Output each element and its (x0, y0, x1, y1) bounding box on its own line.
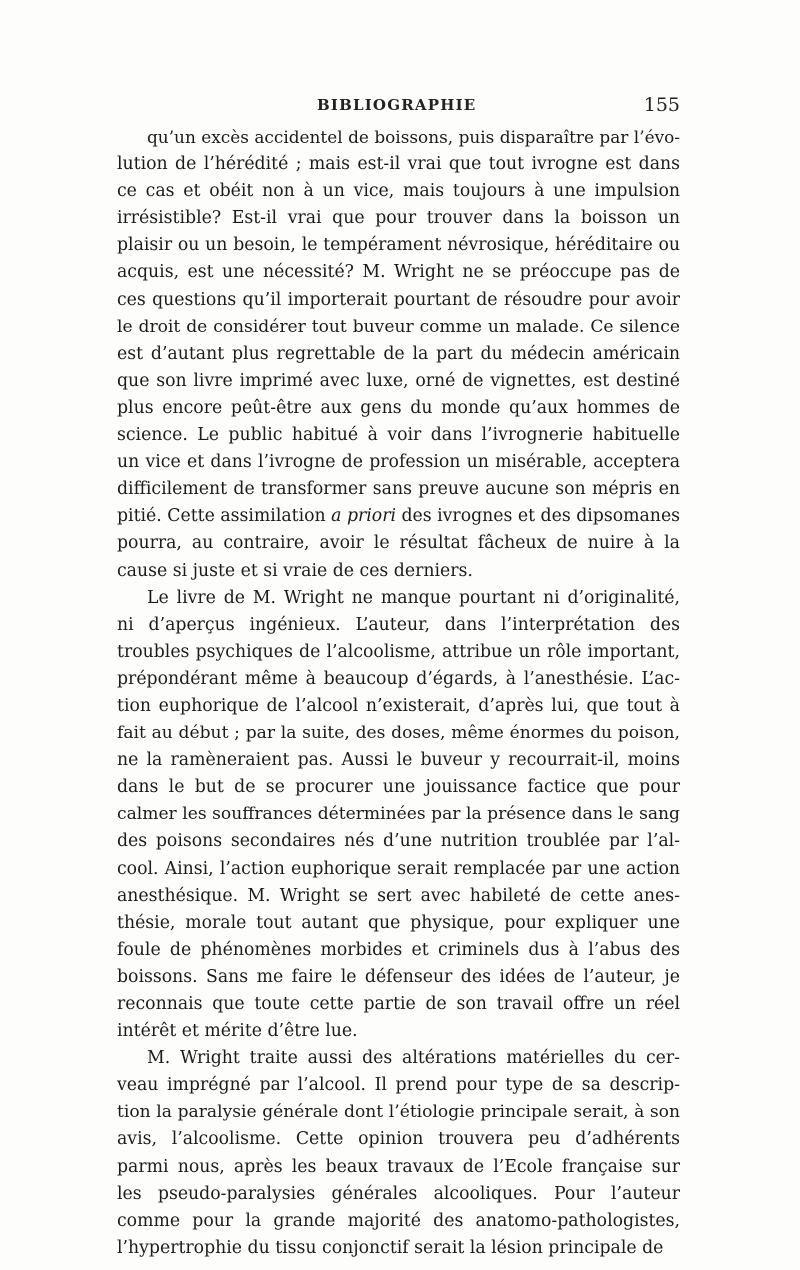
text-line: ces questions qu’il importerait pourtant de résoudre pour avoir (117, 289, 680, 310)
text-line: boissons. Sans me faire le défenseur des idées de l’auteur, je (117, 966, 680, 987)
paragraph (117, 1045, 680, 1262)
text-line: difficilement de transformer sans preuve aucune son mépris en (117, 479, 680, 500)
text-line: cool. Ainsi, l’action euphorique serait remplacée par une action (117, 858, 680, 879)
text-line: intérêt et mérite d’être lue. (117, 1021, 358, 1042)
text-line: cause si juste et si vraie de ces derniers. (117, 560, 473, 581)
text-line: les pseudo-paralysies générales alcooliques. Pour l’auteur (117, 1183, 680, 1204)
text-line: irrésistible? Est-il vrai que pour trouver dans la boisson un (117, 208, 680, 229)
text-line: foule de phénomènes morbides et criminels dus à l’abus des (117, 939, 680, 960)
text-line: acquis, est une nécessité? M. Wright ne se préoccupe pas de (117, 262, 680, 283)
text-line: l’hypertrophie du tissu conjonctif serait la lésion principale de (117, 1237, 664, 1258)
text-line: lution de l’hérédité ; mais est-il vrai que tout ivrogne est dans (117, 154, 680, 175)
text-line: reconnais que toute cette partie de son travail offre un réel (117, 994, 680, 1014)
text-line: troubles psychiques de l’alcoolisme, attribue un rôle important, (117, 641, 680, 662)
text-line: qu’un excès accidentel de boissons, puis disparaître par l’évo- (147, 127, 680, 147)
text-line: plaisir ou un besoin, le tempérament névrosique, héréditaire ou (117, 235, 680, 256)
text-line: tion euphorique de l’alcool n’existerait, d’après lui, que tout à (117, 695, 680, 716)
text-line: science. Le public habitué à voir dans l’ivrognerie habituelle (117, 425, 680, 446)
page-number: 155 (643, 94, 680, 116)
text-line: comme pour la grande majorité des anatomo-pathologistes, (117, 1210, 680, 1231)
running-head: BIBLIOGRAPHIE (317, 96, 477, 114)
text-line: prépondérant même à beaucoup d’égards, à l’anesthésie. L’ac- (117, 668, 680, 689)
text-line: un vice et dans l’ivrogne de profession un misérable, acceptera (117, 452, 680, 473)
text-line: le droit de considérer tout buveur comme un malade. Ce silence (117, 316, 680, 337)
text-line: veau imprégné par l’alcool. Il prend pour type de sa descrip- (117, 1075, 680, 1096)
text-line: que son livre imprimé avec luxe, orné de vignettes, est destiné (117, 370, 680, 391)
text-line: est d’autant plus regrettable de la part du médecin américain (117, 343, 680, 364)
text-line: des poisons secondaires nés d’une nutrition troublée par l’al- (117, 831, 680, 852)
text-line: ni d’aperçus ingénieux. L’auteur, dans l’interprétation des (117, 614, 680, 635)
text-line: tion la paralysie générale dont l’étiologie principale serait, à son (117, 1102, 680, 1123)
text-line: M. Wright traite aussi des altérations matérielles du cer- (147, 1048, 680, 1069)
text-line: plus encore peût-être aux gens du monde qu’aux hommes de (117, 397, 680, 418)
text-line: ce cas et obéit non à un vice, mais toujours à une impulsion (117, 181, 680, 202)
text-line: avis, l’alcoolisme. Cette opinion trouvera peu d’adhérents (117, 1129, 680, 1150)
text-line: calmer les souffrances déterminées par la présence dans le sang (117, 804, 680, 825)
text-line: fait au début ; par la suite, des doses, même énormes du poison, (117, 723, 680, 744)
paragraph (117, 585, 680, 1046)
text-line: anesthésique. M. Wright se sert avec habileté de cette anes- (117, 885, 680, 906)
text-line: Le livre de M. Wright ne manque pourtant ni d’originalité, (147, 587, 680, 608)
page-header (117, 94, 680, 118)
text-line: ne la ramèneraient pas. Aussi le buveur y recourrait-il, moins (117, 750, 680, 771)
text-line: dans le but de se procurer une jouissance factice que pour (117, 777, 680, 798)
text-line: pitié. Cette assimilation a priori des ivrognes et des dipsomanes (117, 506, 681, 527)
text-line: parmi nous, après les beaux travaux de l’Ecole française sur (117, 1156, 680, 1177)
body-text (117, 124, 680, 1262)
paragraph (117, 124, 680, 585)
text-line: thésie, morale tout autant que physique, pour expliquer une (117, 912, 680, 933)
text-line: pourra, au contraire, avoir le résultat fâcheux de nuire à la (117, 533, 680, 554)
